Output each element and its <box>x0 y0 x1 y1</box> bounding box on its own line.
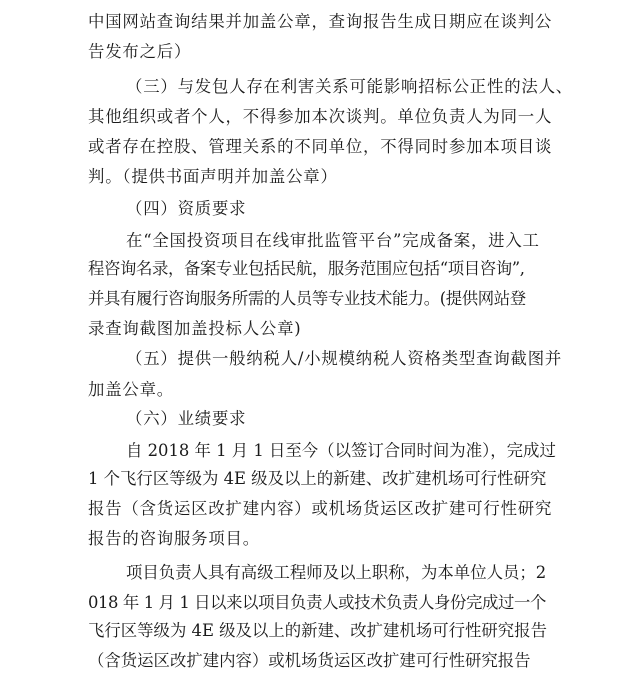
text-line: 自 2018 年 1 月 1 日至今（以签订合同时间为准），完成过 <box>126 441 556 460</box>
text-line: 加盖公章。 <box>88 380 174 399</box>
text-line: 告发布之后） <box>88 42 192 61</box>
text-line: 或者存在控股、管理关系的不同单位，不得同时参加本项目谈 <box>88 137 553 156</box>
text-line: 中国网站查询结果并加盖公章，查询报告生成日期应在谈判公 <box>88 12 553 31</box>
text-line: （含货运区改扩建内容）或机场货运区改扩建可行性研究报告 <box>88 651 531 670</box>
text-line: 并具有履行咨询服务所需的人员等专业技术能力。(提供网站登 <box>88 289 526 308</box>
text-line: 飞行区等级为 4E 级及以上的新建、改扩建机场可行性研究报告 <box>88 621 547 640</box>
text-line: 判。（提供书面声明并加盖公章） <box>88 167 338 186</box>
text-line: 1 个飞行区等级为 4E 级及以上的新建、改扩建机场可行性研究 <box>88 469 547 488</box>
text-line: 其他组织或者个人，不得参加本次谈判。单位负责人为同一人 <box>88 107 553 126</box>
text-line: 程咨询名录，备案专业包括民航，服务范围应包括“项目咨询”, <box>88 259 525 278</box>
text-line: 报告的咨询服务项目。 <box>88 529 260 548</box>
text-line: 报告（含货运区改扩建内容）或机场货运区改扩建可行性研究 <box>88 499 553 518</box>
section-four-heading: （四）资质要求 <box>126 199 247 218</box>
text-line: 项目负责人具有高级工程师及以上职称，为本单位人员；2 <box>126 563 547 582</box>
text-line: 在“全国投资项目在线审批监管平台”完成备案，进入工 <box>126 231 540 250</box>
text-line: 018 年 1 月 1 日以来以项目负责人或技术负责人身份完成过一个 <box>88 593 546 612</box>
text-line: 录查询截图加盖投标人公章) <box>88 319 302 338</box>
section-six-heading: （六）业绩要求 <box>126 409 247 428</box>
section-three-text: （三）与发包人存在利害关系可能影响招标公正性的法人、 <box>126 77 573 96</box>
section-five-text: （五）提供一般纳税人/小规模纳税人资格类型查询截图并 <box>126 349 563 368</box>
